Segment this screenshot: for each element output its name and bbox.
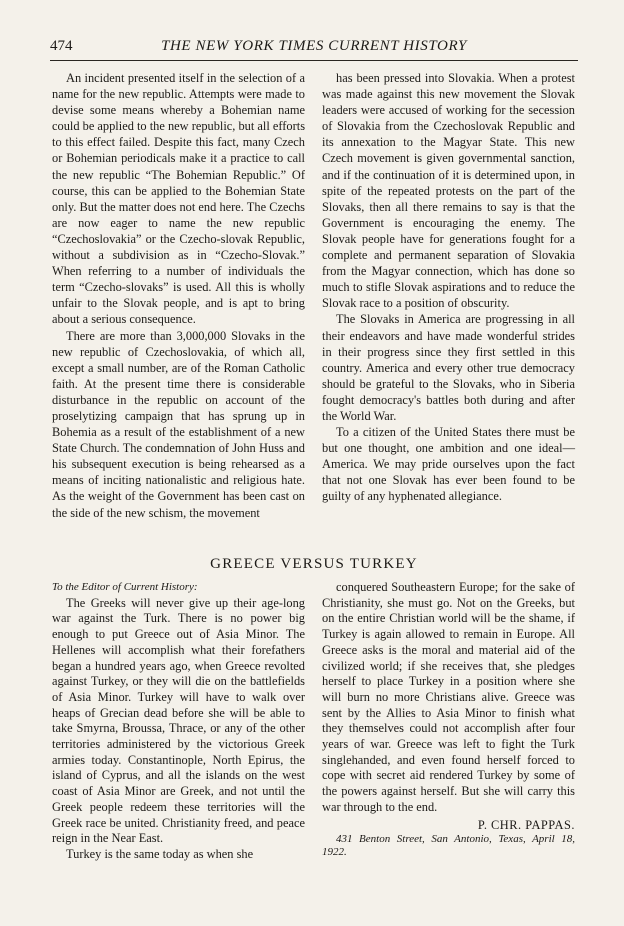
paragraph: The Slovaks in America are progressing in all their endeavors and have made wonderful strides in their progress since they first settled in this country. America and every other true democracy should be grateful to the Slovaks, who in Siberia fought democracy's battles both during and after the World War. [322,312,575,423]
paragraph: There are more than 3,000,000 Slovaks in the new republic of Czechoslovakia, of which all, except a small number, are of the Roman Catholic faith. At the present time there is considerable disturbance in the republic on account of the proselytizing campaign that has sprung up in Bohemia as a result of the establishment of a new State Church. The condemnation of John Huss and his subsequent execution is being rehearsed as a means of inciting nationalistic and religious hate. As the weight of the Government has been cast on the side of the new schism, the movement [52,328,305,520]
letter-column-left [52,580,305,863]
signature: P. CHR. PAPPAS. [477,817,575,832]
running-title: THE NEW YORK TIMES CURRENT HISTORY [161,38,467,54]
article-column-right [322,70,575,505]
salutation: To the Editor of Current History: [52,581,198,593]
paragraph: Turkey is the same today as when she [66,846,254,861]
letter-column-right [322,580,575,859]
sender-address: 431 Benton Street, San Antonio, Texas, April 18, 1922. [322,833,575,859]
paragraph: has been pressed into Slovakia. When a protest was made against this new movement the Slovak leaders were accused of working for the secession of Slovakia from the Czechoslovak Republic and its annexation to the Magyar State. This new Czech movement is given governmental sanction, and if the continuation of it is determined upon, in spite of the repeated protests on the part of the Slovaks, then all there remains to say is that the Government is encouraging the enemy. The Slovak people have for generations fought for a complete and permanent separation of Slovakia from the Magyar connection, which has done so much to stifle Slovak aspirations and to reduce the Slovak race to a position of obscurity. [322,71,575,311]
page-header [50,38,578,61]
paragraph: The Greeks will never give up their age-long war against the Turk. There is no power big enough to put Greece out of Asia Minor. The Hellenes will accomplish what their forefathers began a hundred years ago, when Greece revolted against Turkey, or they will die on the battlefields of Asia Minor. Turkey will have to walk over heaps of Grecian dead before she will be able to take Smyrna, Broussa, Thrace, or any of the other territories administered by the victorious Greek armies today. Constantinople, North Epirus, the island of Cyprus, and all the islands on the west coast of Asia Minor are Greek, and not until the Greek people redeem these territories will the Greek race be united. Christianity freed, and peace reign in the Near East. [52,595,305,846]
section-title: GREECE VERSUS TURKEY [210,556,418,572]
paragraph: To a citizen of the United States there must be but one thought, one ambition and one ideal—America. We may pride ourselves upon the fact that not one Slovak has ever been found to be guilty of any hyphenated allegiance. [322,425,575,504]
paragraph: conquered Southeastern Europe; for the sake of Christianity, she must go. Not on the Greeks, but on the entire Christian world will be the shame, if Turkey is again allowed to remain in Europe. All Greece asks is the moral and material aid of the civilized world; if she receives that, she pledges herself to place Turkey in a position where she will burn no more Christians alive. Greece was sent by the Allies to Asia Minor to finish what they themselves could not accomplish after four years of war. Greece was left to fight the Turk singlehanded, and even found herself forced to cope with secret aid rendered Turkey by some of the powers against herself. But she will carry this war through to the end. [322,580,575,814]
paragraph: An incident presented itself in the selection of a name for the new republic. Attempts were made to devise some means whereby a Bohemian name could be applied to the new republic, but all efforts to this effect failed. Despite this fact, many Czech or Bohemian periodicals make it a practice to call the new republic “The Bohemian Republic.” Of course, this can be applied to the Bohemian State only. But the matter does not end here. The Czechs are now eager to name the new republic “Czechoslovakia” or the Czecho-slovak Republic, without a subdivision as in “Czecho-Slovak.” When referring to a number of individuals the term “Czecho-slovaks” is used. All this is wholly unfair to the Slovak people, and is apt to bring about a serious consequence. [52,71,306,327]
article-column-left [52,70,305,521]
page-number: 474 [50,38,73,54]
